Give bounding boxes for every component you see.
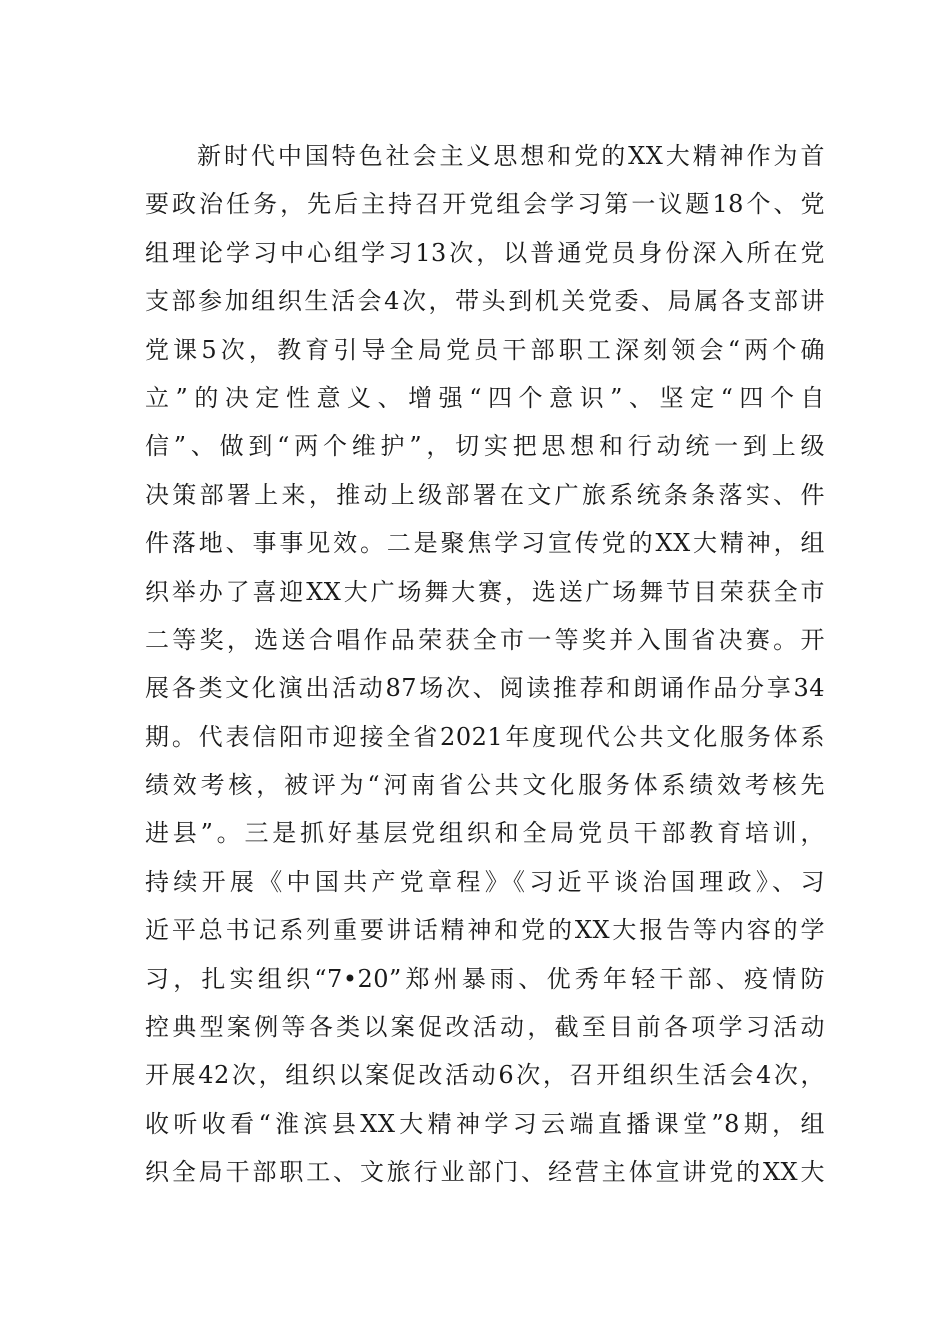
body-paragraph [145,132,825,1197]
text-line: 新时代中国特色社会主义思想和党的XX大精神作为首 [197,142,825,170]
text-line: 习，扎实组织“7•20”郑州暴雨、优秀年轻干部、疫情防 [145,964,825,993]
text-line: 党课5次，教育引导全局党员干部职工深刻领会“两个确 [145,335,825,364]
text-line: 期。代表信阳市迎接全省2021年度现代公共文化服务体系 [145,722,825,751]
text-line: 绩效考核，被评为“河南省公共文化服务体系绩效考核先 [145,771,825,800]
text-line: 织举办了喜迎XX大广场舞大赛，选送广场舞节目荣获全市 [145,577,825,606]
text-line: 近平总书记系列重要讲话精神和党的XX大报告等内容的学 [145,916,825,945]
text-line: 二等奖，选送合唱作品荣获全市一等奖并入围省决赛。开 [145,625,825,654]
text-line: 决策部署上来，推动上级部署在文广旅系统条条落实、件 [145,480,825,509]
text-line: 要政治任务，先后主持召开党组会学习第一议题18个、党 [145,190,825,219]
text-line: 控典型案例等各类以案促改活动，截至目前各项学习活动 [145,1013,825,1042]
text-line: 件落地、事事见效。二是聚焦学习宣传党的XX大精神，组 [145,529,825,558]
text-line: 持续开展《中国共产党章程》《习近平谈治国理政》、习 [145,867,825,896]
text-line: 进县”。三是抓好基层党组织和全局党员干部教育培训， [145,819,825,848]
text-line: 织全局干部职工、文旅行业部门、经营主体宣讲党的XX大 [145,1158,825,1187]
text-line: 信”、做到“两个维护”，切实把思想和行动统一到上级 [145,432,825,461]
text-line: 展各类文化演出活动87场次、阅读推荐和朗诵作品分享34 [145,674,825,703]
text-line: 开展42次，组织以案促改活动6次，召开组织生活会4次， [145,1061,825,1090]
text-line: 收听收看“淮滨县XX大精神学习云端直播课堂”8期，组 [145,1109,825,1138]
text-line: 支部参加组织生活会4次，带头到机关党委、局属各支部讲 [145,287,825,316]
text-line: 组理论学习中心组学习13次，以普通党员身份深入所在党 [145,238,825,267]
text-line: 立”的决定性意义、增强“四个意识”、坚定“四个自 [145,383,825,412]
